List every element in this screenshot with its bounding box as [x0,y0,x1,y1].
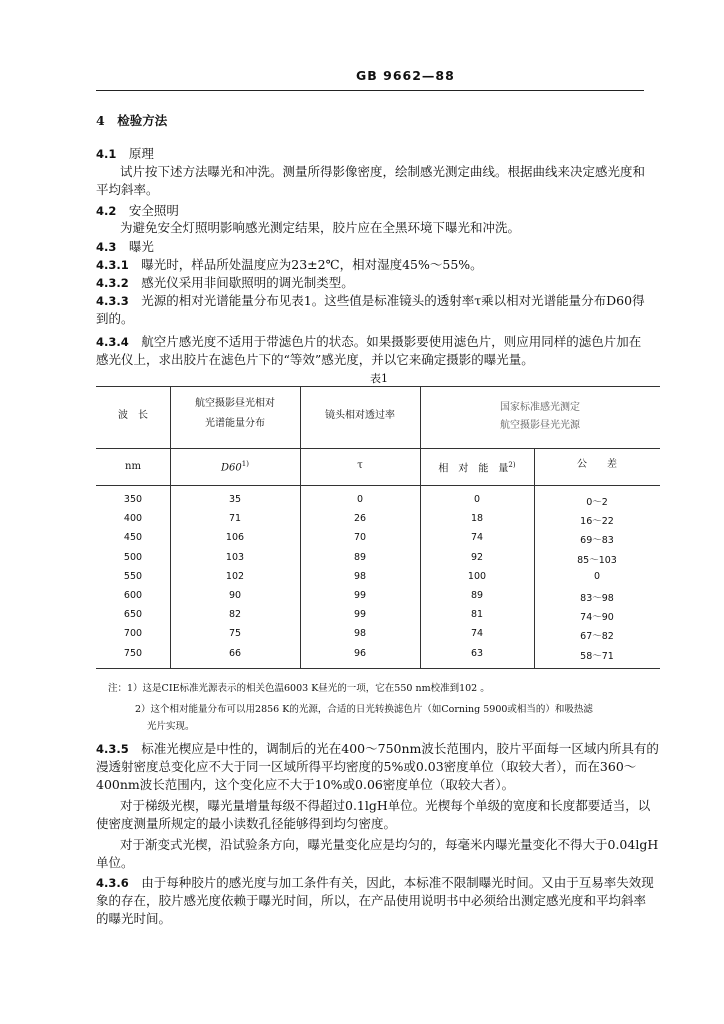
section-4-3-6-line1: 4.3.6 由于每种胶片的感光度与加工条件有关，因此，本标准不限制曝光时间。又由于互易率失效现 [96,875,654,890]
header-energy-line2: 光谱能量分布 [205,418,265,429]
table-cell-tol: 67～82 [580,631,614,643]
section-4-3-5-line3: 400nm波长范围内，这个变化应不大于10%或0.06密度单位（取较大者）。 [96,777,515,792]
table-cell-tol: 83～98 [580,593,614,604]
table-cell-d60: 66 [228,647,242,659]
section-4-3-5-para3-line1: 对于渐变式光楔，沿试验条方向，曝光量变化应是均匀的，每毫米内曝光量变化不得大于0.04lgH [120,837,659,852]
note-2-line2: 光片实现。 [147,721,195,732]
table-cell-rel: 74 [470,628,484,640]
section-4-heading: 4 检验方法 [96,113,168,128]
table-cell-wl: 750 [123,647,143,659]
section-4-3-4-line2: 感光仪上，求出胶片在滤色片下的“等效”感光度，并以它来确定摄影的曝光量。 [96,352,534,367]
section-4-3-2: 4.3.2 感光仪采用非间歇照明的调光制类型。 [96,275,354,290]
section-4-3-5-line2: 漫透射密度总变化应不大于同一区域所得平均密度的5%或0.03密度单位（取较大者），而在360～ [96,759,637,774]
table-cell-wl: 550 [123,570,143,582]
table-cell-rel: 89 [470,590,484,601]
table-cell-rel: 74 [470,532,484,544]
table-cell-tau: 99 [353,590,367,601]
table-cell-tau: 89 [353,551,367,563]
table-cell-wl: 400 [123,513,143,525]
header-group-line2: 航空摄影昼光光源 [500,420,580,431]
table-cell-tau: 98 [353,628,367,640]
table-cell-d60: 106 [225,532,245,544]
section-4-3-3-line2: 到的。 [96,311,134,326]
note-2-line1: 2）这个相对能量分布可以用2856 K的光源，合适的日光转换滤色片（如Corning 5900或相当的）和吸热滤 [135,704,593,715]
header-tolerance: 公 差 [577,459,617,470]
table-cell-tol: 85～103 [577,554,617,566]
section-4-2-heading: 4.2 安全照明 [96,203,179,218]
section-4-3-6-line2: 象的存在，胶片感光度依赖于曝光时间，所以，在产品使用说明书中必须给出测定感光度和平均斜率 [96,893,647,908]
table-cell-tol: 0 [593,570,601,582]
table-cell-wl: 500 [123,551,143,563]
section-4-3-5-para2-line2: 使密度测量所规定的最小读数孔径能够得到均匀密度。 [96,816,397,831]
table-cell-rel: 100 [467,570,487,582]
table-cell-tol: 74～90 [580,612,614,624]
section-4-3-3-line1: 4.3.3 光源的相对光谱能量分布见表1。这些值是标准镜头的透射率τ乘以相对光谱能量分布D60得 [96,293,645,308]
table-cell-tau: 96 [353,647,367,659]
table-cell-tau: 0 [356,494,364,505]
header-energy-line1: 航空摄影昼光相对 [195,398,275,409]
table-cell-d60: 102 [225,570,245,582]
section-4-1-line2: 平均斜率。 [96,182,159,197]
table-cell-rel: 18 [470,513,484,525]
section-4-3-4-line1: 4.3.4 航空片感光度不适用于带滤色片的状态。如果摄影要使用滤色片，则应用同样的滤色片加在 [96,334,642,349]
table-cell-d60: 75 [228,628,242,640]
section-4-2-line1: 为避免安全灯照明影响感光测定结果，胶片应在全黑环境下曝光和冲洗。 [120,220,521,235]
table-caption: 表1 [370,372,388,385]
unit-nm: nm [125,461,141,472]
note-1: 注：1）这是CIE标准光源表示的相关色温6003 K昼光的一项，它在550 nm校准到102 。 [108,683,490,694]
table-cell-wl: 600 [123,590,143,601]
standard-code: GB 9662—88 [356,68,455,83]
section-4-3-heading: 4.3 曝光 [96,239,154,254]
table-cell-tau: 99 [353,609,367,621]
symbol-tau: τ [357,460,363,471]
table-cell-tau: 70 [353,532,367,544]
section-4-3-6-line3: 的曝光时间。 [96,911,172,926]
section-4-3-5-para3-line2: 单位。 [96,855,134,870]
section-4-3-1: 4.3.1 曝光时，样品所处温度应为23±2℃，相对湿度45%～55%。 [96,257,483,272]
section-4-1-line1: 试片按下述方法曝光和冲洗。测量所得影像密度，绘制感光测定曲线。根据曲线来决定感光度和 [120,164,646,179]
table-cell-d60: 90 [228,590,242,601]
table-cell-d60: 71 [228,513,242,525]
section-4-3-5-line1: 4.3.5 标准光楔应是中性的，调制后的光在400～750nm波长范围内，胶片平面每一区域内所具有的 [96,741,659,756]
table-cell-tau: 98 [353,570,367,582]
header-wavelength: 波 长 [118,410,148,421]
table-cell-rel: 92 [470,551,484,563]
section-4-3-5-para2-line1: 对于梯级光楔，曝光量增量每级不得超过0.1lgH单位。光楔每个单级的宽度和长度都要适当，以 [120,798,651,813]
symbol-d60: D60$^{1)}$ [221,460,249,474]
table-cell-tol: 69～83 [580,535,614,547]
table-cell-d60: 103 [225,551,245,563]
table-cell-wl: 700 [123,628,143,640]
section-4-1-heading: 4.1 原理 [96,146,154,161]
table-cell-rel: 63 [470,647,484,659]
table-cell-wl: 650 [123,609,143,621]
table-cell-rel: 0 [473,494,481,505]
table-cell-tau: 26 [353,513,367,525]
header-relative-energy: 相 对 能 量$^{2)}$ [438,461,516,475]
table-cell-tol: 16～22 [580,516,614,528]
header-group-line1: 国家标准感光测定 [500,402,580,413]
page-header [96,64,644,91]
header-transmittance: 镜头相对透过率 [325,410,395,421]
table-cell-d60: 82 [228,609,242,621]
table-cell-wl: 350 [123,494,143,505]
table-cell-d60: 35 [228,494,242,505]
table-cell-tol: 58～71 [580,650,614,662]
table-cell-wl: 450 [123,532,143,544]
table-cell-rel: 81 [470,609,484,621]
table-cell-tol: 0～2 [586,497,608,508]
